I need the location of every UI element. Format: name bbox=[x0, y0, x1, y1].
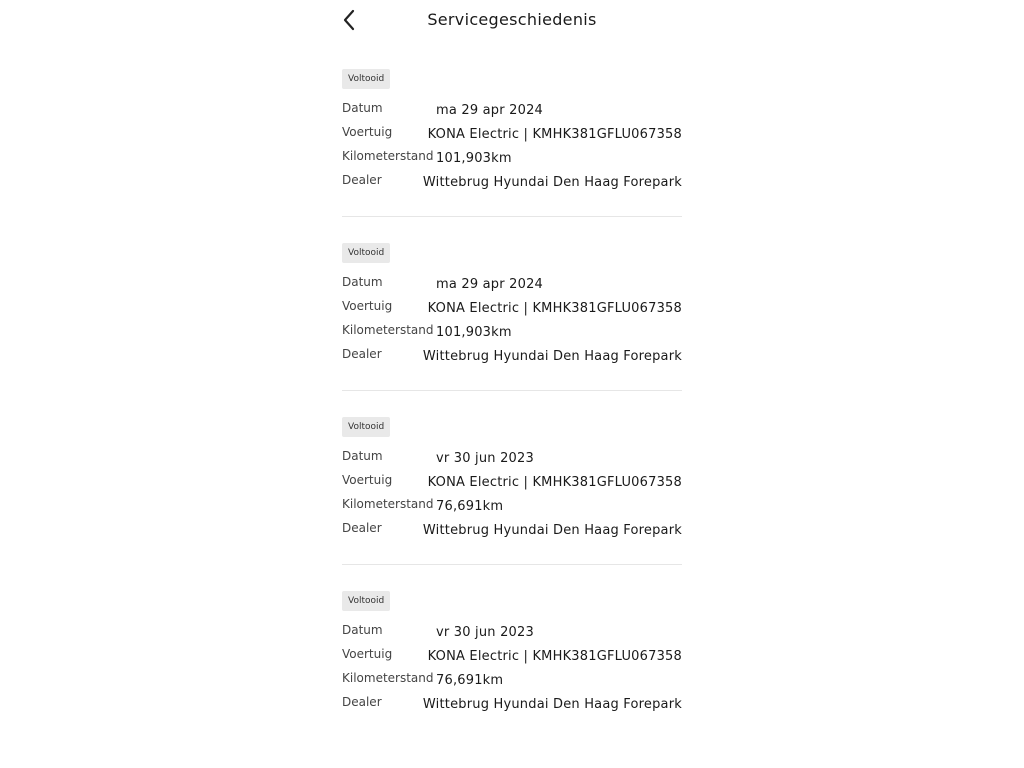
label-voertuig: Voertuig bbox=[342, 125, 393, 139]
value-datum: vr 30 jun 2023 bbox=[436, 625, 534, 640]
row-kilometerstand bbox=[342, 499, 682, 523]
row-kilometerstand bbox=[342, 325, 682, 349]
status-badge: Voltooid bbox=[342, 417, 390, 437]
label-kilometerstand: Kilometerstand bbox=[342, 497, 434, 511]
row-kilometerstand bbox=[342, 151, 682, 175]
value-voertuig: KONA Electric | KMHK381GFLU067358 bbox=[427, 649, 682, 664]
value-datum: ma 29 apr 2024 bbox=[436, 277, 544, 292]
label-datum: Datum bbox=[342, 449, 383, 463]
service-record[interactable] bbox=[342, 414, 682, 588]
value-datum: vr 30 jun 2023 bbox=[436, 451, 534, 466]
label-datum: Datum bbox=[342, 101, 383, 115]
value-dealer: Wittebrug Hyundai Den Haag Forepark bbox=[422, 697, 682, 712]
value-kilometerstand: 101,903km bbox=[436, 151, 512, 166]
row-dealer bbox=[342, 523, 682, 547]
row-datum bbox=[342, 625, 682, 649]
label-dealer: Dealer bbox=[342, 695, 382, 709]
label-kilometerstand: Kilometerstand bbox=[342, 149, 434, 163]
label-dealer: Dealer bbox=[342, 347, 382, 361]
value-dealer: Wittebrug Hyundai Den Haag Forepark bbox=[422, 523, 682, 538]
divider bbox=[342, 216, 682, 217]
service-record[interactable] bbox=[342, 240, 682, 414]
divider bbox=[342, 390, 682, 391]
label-voertuig: Voertuig bbox=[342, 299, 393, 313]
service-record[interactable] bbox=[342, 588, 682, 762]
value-voertuig: KONA Electric | KMHK381GFLU067358 bbox=[427, 475, 682, 490]
label-dealer: Dealer bbox=[342, 521, 382, 535]
value-datum: ma 29 apr 2024 bbox=[436, 103, 544, 118]
row-voertuig bbox=[342, 127, 682, 151]
header bbox=[0, 0, 1024, 40]
row-voertuig bbox=[342, 649, 682, 673]
row-dealer bbox=[342, 349, 682, 373]
page-title: Servicegeschiedenis bbox=[427, 10, 597, 29]
value-voertuig: KONA Electric | KMHK381GFLU067358 bbox=[427, 301, 682, 316]
value-voertuig: KONA Electric | KMHK381GFLU067358 bbox=[427, 127, 682, 142]
service-record-list bbox=[342, 66, 682, 762]
status-badge: Voltooid bbox=[342, 591, 390, 611]
label-kilometerstand: Kilometerstand bbox=[342, 671, 434, 685]
row-dealer bbox=[342, 175, 682, 199]
service-record[interactable] bbox=[342, 66, 682, 240]
label-voertuig: Voertuig bbox=[342, 647, 393, 661]
status-badge: Voltooid bbox=[342, 243, 390, 263]
value-kilometerstand: 101,903km bbox=[436, 325, 512, 340]
row-voertuig bbox=[342, 301, 682, 325]
status-badge: Voltooid bbox=[342, 69, 390, 89]
label-kilometerstand: Kilometerstand bbox=[342, 323, 434, 337]
row-voertuig bbox=[342, 475, 682, 499]
value-kilometerstand: 76,691km bbox=[436, 673, 504, 688]
value-kilometerstand: 76,691km bbox=[436, 499, 504, 514]
value-dealer: Wittebrug Hyundai Den Haag Forepark bbox=[422, 349, 682, 364]
row-datum bbox=[342, 451, 682, 475]
row-kilometerstand bbox=[342, 673, 682, 697]
row-dealer bbox=[342, 697, 682, 721]
divider bbox=[342, 564, 682, 565]
label-datum: Datum bbox=[342, 275, 383, 289]
label-dealer: Dealer bbox=[342, 173, 382, 187]
row-datum bbox=[342, 277, 682, 301]
row-datum bbox=[342, 103, 682, 127]
value-dealer: Wittebrug Hyundai Den Haag Forepark bbox=[422, 175, 682, 190]
label-voertuig: Voertuig bbox=[342, 473, 393, 487]
label-datum: Datum bbox=[342, 623, 383, 637]
